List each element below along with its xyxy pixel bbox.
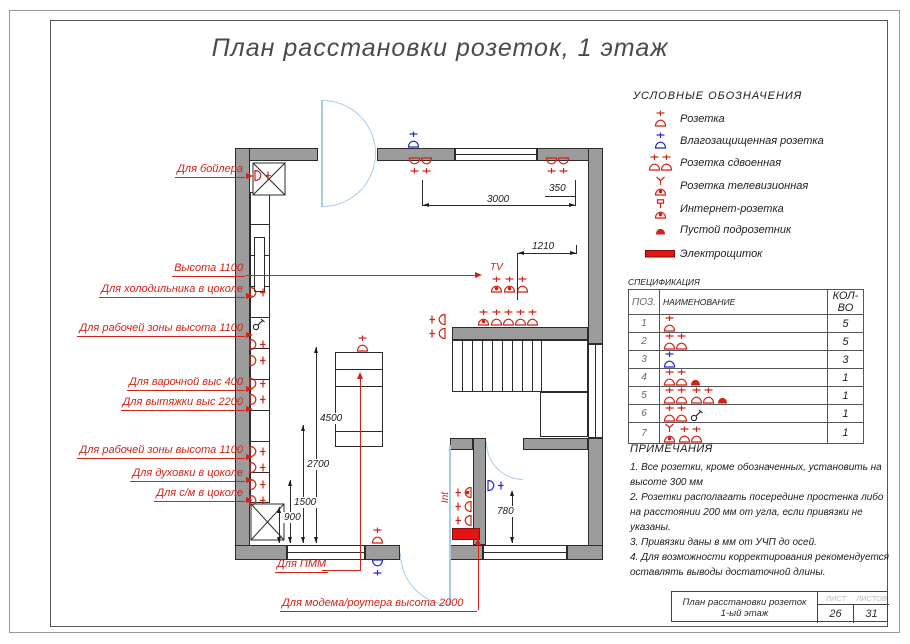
leader-line: [246, 275, 475, 276]
label-washer: Для с/м в цоколе: [154, 487, 245, 502]
legend-item-label: Электрощиток: [680, 248, 763, 260]
spec-icons: [659, 369, 827, 387]
stair-tread: [522, 341, 523, 391]
dim-arrow: [570, 251, 576, 255]
socket-icon: [249, 393, 266, 406]
spec-row: [629, 333, 864, 351]
spec-col-qty: КОЛ-ВО: [827, 290, 863, 315]
tv-socket-icon: [490, 276, 503, 293]
label-dishwasher: Для ПММ: [275, 558, 328, 573]
title-block-line1: План расстановки розеток: [682, 596, 807, 608]
leader-line: [322, 570, 360, 571]
wall-right-upper: [588, 148, 603, 344]
dim-arrow: [288, 480, 292, 486]
leader-arrow: [246, 173, 253, 179]
spec-pos: 3: [629, 351, 660, 369]
tv-socket-icon: [503, 276, 516, 293]
legend-item-label: Пустой подрозетник: [680, 224, 792, 236]
leader-arrow: [246, 477, 253, 483]
label-boiler: Для бойлера: [175, 163, 245, 178]
single-icon: [663, 351, 676, 368]
spec-pos: 2: [629, 333, 660, 351]
spec-row: [629, 351, 864, 369]
wet-socket-icon: [487, 479, 504, 492]
dim-arrow: [277, 537, 281, 543]
spec-col-pos: ПОЗ.: [629, 290, 660, 315]
socket-icon: [557, 157, 570, 174]
legend-item: [640, 176, 890, 196]
socket-icon: [249, 354, 266, 367]
counter-divider: [251, 224, 269, 225]
switch-icon: [252, 318, 266, 331]
legend-item: [640, 132, 890, 149]
legend-title: УСЛОВНЫЕ ОБОЗНАЧЕНИЯ: [633, 90, 803, 102]
leader-line: [478, 543, 479, 610]
spec-row: [629, 405, 864, 423]
stairs: [452, 340, 588, 392]
dim-line: [517, 253, 518, 300]
socket-icon: [249, 338, 266, 351]
blank-box-icon: [640, 226, 680, 235]
label-height-1100: Высота 1100: [172, 262, 245, 277]
title-block-line2: 1-ый этаж: [720, 607, 769, 619]
legend-item: [640, 154, 890, 171]
spec-qty: 1: [827, 387, 863, 405]
label-hood: Для вытяжки выс 2200: [121, 396, 245, 411]
leader-arrow: [475, 538, 481, 545]
dim-arrow: [314, 537, 318, 543]
legend-item: [640, 248, 890, 260]
sheets-label: ЛИСТОВ: [854, 592, 889, 605]
under-stairs: [540, 392, 588, 437]
legend-item-label: Розетка телевизионная: [680, 180, 809, 192]
dim-1500: 1500: [294, 497, 317, 508]
door-leaf-entrance: [449, 445, 451, 605]
tv-label: TV: [490, 262, 503, 273]
dim-line: [545, 196, 576, 197]
note-line: оставлять выводы достаточной длины.: [630, 567, 826, 578]
dim-900: 900: [284, 512, 301, 523]
stair-tread: [502, 341, 503, 391]
dim-arrow: [518, 251, 524, 255]
dim-line: [422, 205, 576, 206]
double-icon: [663, 369, 688, 386]
island-divider: [336, 386, 382, 387]
dim-arrow: [510, 537, 514, 543]
notes-title: ПРИМЕЧАНИЯ: [630, 443, 713, 455]
legend-item-label: Розетка: [680, 112, 725, 125]
spec-qty: 5: [827, 333, 863, 351]
wet-socket-icon: [371, 559, 384, 576]
counter-divider: [251, 410, 269, 411]
legend-item: [640, 110, 890, 127]
spec-row: [629, 423, 864, 444]
socket-icon: [429, 313, 446, 326]
label-workzone-1: Для рабочей зоны высота 1100: [77, 322, 245, 337]
stair-tread: [532, 341, 533, 391]
blob-icon: [717, 395, 728, 404]
dim-arrow: [423, 203, 429, 207]
tall-cabinet: [254, 237, 265, 292]
note-line: на расстоянии 200 мм от угла, если привязки не указаны.: [630, 507, 863, 533]
spec-pos: 6: [629, 405, 660, 423]
tv-socket-icon: [640, 176, 680, 196]
leader-line: [360, 378, 361, 571]
dim-line: [517, 253, 576, 254]
dim-arrow: [277, 507, 281, 513]
dim-4500: 4500: [320, 413, 343, 424]
socket-icon: [371, 527, 384, 544]
wall-bottom-4: [567, 545, 603, 560]
door-leaf-top: [321, 100, 323, 207]
dim-line: [576, 245, 577, 254]
spec-pos: 7: [629, 423, 660, 444]
stair-tread: [492, 341, 493, 391]
note-line: 1. Все розетки, кроме обозначенных, установить на: [630, 462, 882, 473]
wall-bottom-2: [365, 545, 400, 560]
wet-socket-icon: [640, 132, 680, 149]
leader-arrow: [475, 272, 482, 278]
double-socket-icon: [640, 154, 680, 171]
spec-qty: 5: [827, 315, 863, 333]
kitchen-island: [335, 352, 383, 447]
stair-tread: [462, 341, 463, 391]
spec-qty: 1: [827, 423, 863, 444]
leader-arrow: [246, 386, 253, 392]
spec-row: [629, 315, 864, 333]
note-line: высоте 300 мм: [630, 477, 703, 488]
tv-icon: [663, 423, 676, 443]
int-label: Int: [440, 491, 452, 504]
legend-item-label: Розетка сдвоенная: [680, 156, 782, 169]
stair-landing-divider: [541, 341, 542, 391]
wall-stairs: [452, 327, 588, 340]
stair-tread: [472, 341, 473, 391]
window-bottom-right: [483, 545, 567, 560]
label-fridge: Для холодильника в цоколе: [99, 283, 245, 298]
dim-arrow: [301, 537, 305, 543]
internet-socket-icon: [455, 486, 472, 499]
page-title: План расстановки розеток, 1 этаж: [211, 34, 669, 62]
dim-arrow: [569, 203, 575, 207]
note-line: 4. Для возможности корректирования рекомендуется: [630, 552, 890, 563]
note-line: 3. Привязки даны в мм от УЧП до осей.: [630, 537, 817, 548]
socket-icon: [254, 169, 271, 182]
dim-line: [303, 425, 304, 543]
sheet-label: ЛИСТ: [818, 592, 854, 605]
socket-icon: [429, 327, 446, 340]
spec-icons: [659, 423, 827, 444]
island-divider: [336, 431, 382, 432]
wall-right-lower: [588, 438, 603, 560]
double-icon: [663, 405, 688, 422]
stair-tread: [512, 341, 513, 391]
stair-tread: [482, 341, 483, 391]
dim-3000: 3000: [487, 194, 510, 205]
socket-icon: [249, 461, 266, 474]
spec-icons: [659, 351, 827, 369]
blob-icon: [690, 377, 701, 386]
wet-socket-icon: [407, 131, 420, 148]
socket-icon: [477, 309, 490, 326]
socket-icon: [526, 309, 539, 326]
legend-item-label: Влагозащищенная розетка: [680, 134, 824, 147]
legend-item: [640, 224, 890, 236]
wall-interior-h-left: [450, 438, 473, 450]
spec-qty: 1: [827, 369, 863, 387]
double-icon: [690, 387, 715, 404]
switch-icon: [690, 409, 704, 422]
dim-line: [512, 492, 513, 543]
legend-item-label: Интернет-розетка: [680, 203, 784, 215]
socket-icon: [455, 500, 472, 513]
leader-arrow: [246, 293, 253, 299]
dim-2700: 2700: [307, 459, 330, 470]
spec-col-name: НАИМЕНОВАНИЕ: [659, 290, 827, 315]
island-divider: [336, 369, 382, 370]
socket-icon: [455, 514, 472, 527]
label-workzone-2: Для рабочей зоны высота 1100: [77, 444, 245, 459]
panel-icon: [640, 249, 680, 259]
socket-icon: [420, 157, 433, 174]
label-hob: Для варочной выс 400: [127, 376, 245, 391]
legend-item: [640, 199, 890, 219]
dim-1210: 1210: [532, 241, 555, 252]
dim-arrow: [510, 490, 514, 496]
spec-title: СПЕЦИФИКАЦИЯ: [628, 277, 700, 287]
leader-arrow: [246, 497, 253, 503]
sheet-number: 26: [818, 605, 854, 623]
dim-line: [316, 347, 317, 543]
sheets-total: 31: [865, 608, 878, 620]
dim-line: [422, 180, 423, 205]
internet-socket-icon: [640, 199, 680, 219]
spec-pos: 4: [629, 369, 660, 387]
counter-divider: [251, 441, 269, 442]
label-oven: Для духовки в цоколе: [130, 467, 245, 482]
notes-block: [630, 460, 896, 580]
dim-arrow: [314, 347, 318, 353]
wall-interior-h-right: [523, 438, 588, 450]
spec-icons: [659, 387, 827, 405]
window-right: [588, 344, 603, 438]
spec-qty: 3: [827, 351, 863, 369]
dim-arrow: [301, 425, 305, 431]
spec-icons: [659, 405, 827, 423]
dim-arrow: [288, 537, 292, 543]
spec-pos: 1: [629, 315, 660, 333]
spec-header-row: [629, 290, 864, 315]
dim-780: 780: [497, 506, 514, 517]
spec-qty: 1: [827, 405, 863, 423]
note-line: 2. Розетки располагать посередине простенка либо: [630, 492, 884, 503]
leader-arrow: [246, 406, 253, 412]
socket-icon: [356, 335, 369, 352]
title-block-name: [672, 592, 818, 623]
dim-350: 350: [549, 183, 566, 194]
spec-row: [629, 387, 864, 405]
socket-icon: [640, 110, 680, 127]
title-block: [671, 591, 888, 622]
label-modem: Для модема/роутера высота 2000: [280, 597, 477, 612]
single-icon: [663, 315, 676, 332]
leader-arrow: [357, 372, 363, 379]
leader-arrow: [246, 454, 253, 460]
double-icon: [678, 426, 703, 443]
window-top: [455, 148, 537, 161]
leader-arrow: [246, 332, 253, 338]
double-icon: [663, 387, 688, 404]
spec-icons: [659, 333, 827, 351]
double-icon: [663, 333, 688, 350]
spec-table: [628, 289, 864, 444]
dim-line: [575, 180, 576, 205]
spec-pos: 5: [629, 387, 660, 405]
spec-row: [629, 369, 864, 387]
spec-icons: [659, 315, 827, 333]
